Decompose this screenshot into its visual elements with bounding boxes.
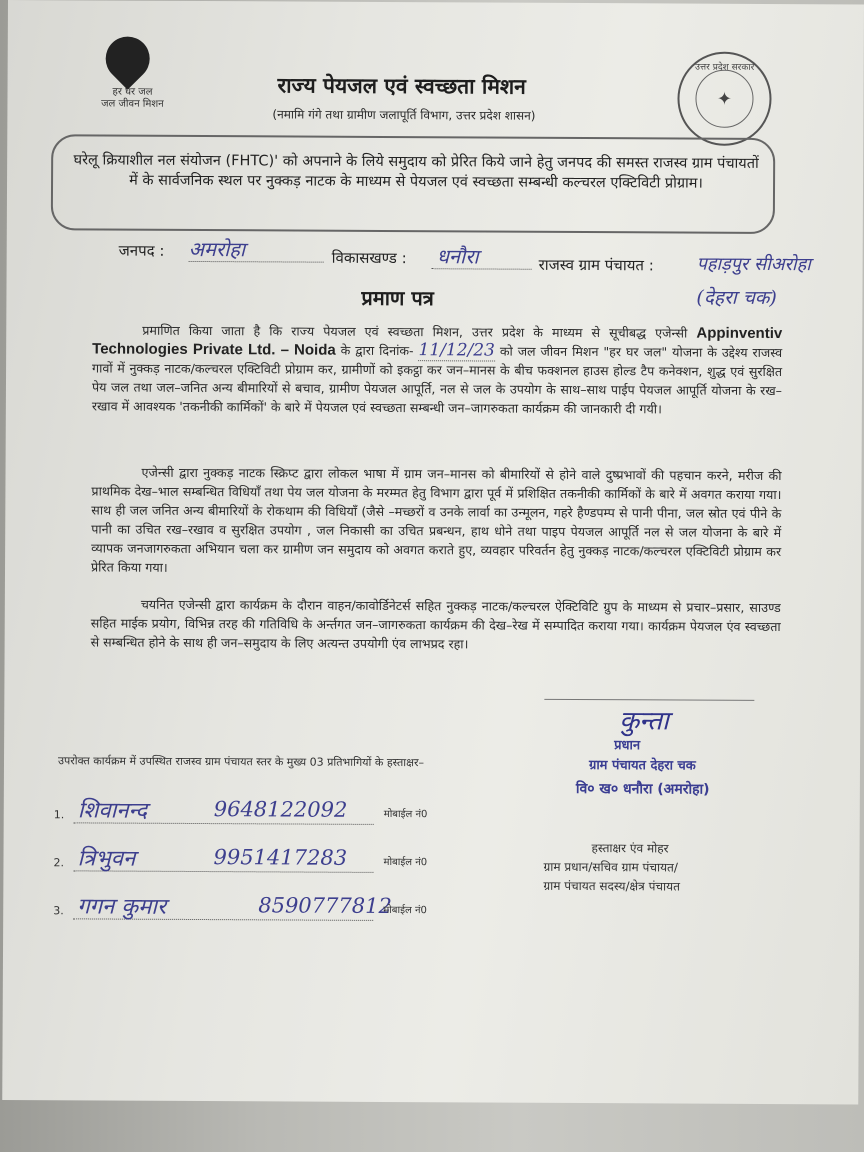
participant-number: 3. [53, 904, 64, 918]
pradhan-signature: कुन्ता [619, 706, 669, 737]
water-drop-icon [97, 28, 159, 90]
mission-title: राज्य पेयजल एवं स्वच्छता मिशन [277, 73, 526, 99]
seal-text: उत्तर प्रदेश सरकार [694, 62, 755, 73]
up-government-seal [677, 52, 771, 146]
panchayat-value-line2: (देहरा चक) [696, 286, 777, 310]
district-line [189, 261, 324, 263]
paragraph-3-text: चयनित एजेन्सी द्वारा कार्यक्रम के दौरान वाहन/कावोर्डिनेटर्स सहित नुक्कड़ नाटक/कल्चरल ऐक्टिविटि ग्रुप के माध्यम से प्रचार–प्रसार, साउण्ड सहित माईक प्रयोग, विभिन्न तरह की गतिविधि के अर्न्तगत जन–जागरुकता कार्यक्रम की देख–रेख में सम्पादित कराया गया। कार्यक्रम पेयजल एंव स्वच्छता से सम्बन्धित होने के साथ ही जन–समुदाय के लिए अत्यन्त उपयोगी एंव लाभप्रद रहा। [90, 596, 781, 652]
participant-number: 1. [53, 808, 65, 822]
participant-row [53, 840, 453, 882]
panchayat-value-line1: पहाड़पुर सीअरोहा [696, 253, 811, 276]
certificate-title: प्रमाण पत्र [361, 285, 434, 311]
program-description: घरेलू क्रियाशील नल संयोजन (FHTC)' को अपनाने के लिये समुदाय को प्रेरित किये जाने हेतु जनपद की समस्त राजस्व ग्राम पंचायतों में के सार्वजनिक स्थल पर नुक्कड़ नाटक के माध्यम से पेयजल एवं स्वच्छता सम्बन्धी कल्चरल एक्टिविटी प्रोग्राम। [73, 152, 759, 192]
signatory-caption-1: हस्ताक्षर एंव मोहर [591, 841, 669, 856]
program-box [51, 134, 775, 234]
mobile-label: मोबाईल नं0 [383, 856, 428, 869]
document-page [2, 0, 864, 1104]
participant-mobile: 9648122092 [213, 797, 348, 822]
mobile-label: मोबाईल नं0 [383, 904, 427, 917]
har-ghar-jal-logo [85, 30, 175, 120]
stamp-line-2: ग्राम पंचायत देहरा चक [588, 758, 696, 774]
panchayat-label: राजस्व ग्राम पंचायत : [538, 255, 654, 275]
district-label: जनपद : [118, 241, 165, 260]
mobile-label: मोबाईल नं0 [383, 808, 428, 821]
participant-row [53, 888, 453, 930]
paragraph-1-date-label: के द्वारा दिनांक- [340, 342, 414, 359]
paragraph-1-intro: प्रमाणित किया जाता है कि राज्य पेयजल एवं स्वच्छता मिशन, उत्तर प्रदेश के माध्यम से सूचीबद्ध एजेन्सी [142, 322, 688, 341]
block-label: विकासखण्ड : [331, 248, 407, 268]
participant-name: त्रिभुवन [77, 846, 136, 872]
participant-number: 2. [53, 856, 65, 870]
participant-mobile: 8590777812 [258, 893, 392, 919]
block-value: धनौरा [436, 244, 479, 269]
stamp-line-3: वि० ख० धनौरा (अमरोहा) [575, 780, 710, 798]
district-value: अमरोहा [188, 236, 246, 262]
participant-name: शिवानन्द [77, 798, 148, 824]
paragraph-1-body: को जल जीवन मिशन "हर घर जल" योजना के उद्देश्य राजस्व गावों में नुक्कड़ नाटक/कल्चरल एक्टिविटी प्रोग्राम कर, ग्रामीणों को इकट्ठा कर जन–मानस के बीच फक्शनल हाउस होल्ड टैप कनेक्शन, शुद्ध एवं सुरक्षित पेय जल तथा जल–जनित अन्य बीमारियों से बचाव, ग्रामीण पेयजल आपूर्ति, नल से जल के उपयोग के साथ–साथ पाईप पेयजल आपूर्ति योजना के रख–रखाव में आवश्यक 'तकनीकी कार्मिकों' के बारे में पेयजल एवं स्वच्छता सम्बन्धी जन–जागरुकता कार्यक्रम की जानकारी दी गयी। [91, 343, 783, 417]
mission-subtitle: (नमामि गंगे तथा ग्रामीण जलापूर्ति विभाग, उत्तर प्रदेश शासन) [272, 107, 536, 123]
participants-intro: उपरोक्त कार्यक्रम में उपस्थित राजस्व ग्राम पंचायत स्तर के मुख्य 03 प्रतिभागियों के हस्ताक्षर– [57, 754, 425, 770]
participants-list [53, 792, 454, 924]
agency-name: Appinventiv Technologies Private Ltd. – Noida [92, 324, 783, 359]
paragraph-2 [91, 462, 782, 580]
stamp-line-1: प्रधान [614, 738, 641, 754]
participant-name: गगन कुमार [77, 894, 167, 920]
paragraph-1 [92, 320, 782, 419]
emblem-icon: ✦ [695, 70, 753, 128]
paragraph-3 [91, 594, 781, 655]
signatory-caption-2: ग्राम प्रधान/सचिव ग्राम पंचायत/ [543, 859, 678, 875]
logo-text-line2: जल जीवन मिशन [101, 98, 164, 110]
block-line [432, 268, 532, 270]
paragraph-2-text: एजेन्सी द्वारा नुक्कड़ नाटक स्क्रिप्ट द्वारा लोकल भाषा में ग्राम जन–मानस को बीमारियों से होने वाले दुष्प्रभावों की पहचान करने, मरीज की प्राथमिक देख–भाल सम्बन्धित विधियाँ तथा पेय जल योजना के मरम्मत हेतु विभाग द्वारा पूर्व में प्रशिक्षित तकनीकी कार्मिकों के बारे में अवगत कराया गया। साथ ही जल जनित अन्य बीमारियों के रोकथाम की विधियाँ (जैसे –मच्छरों व उनके लार्वा का उन्मूलन, गहरे हैण्डपम्प से पानी पीना, जल स्रोत एवं पीने के पानी का उचित रख–रखाव व सुरक्षित उपयोग , जल निकासी का उचित प्रबन्धन, हाथ धोने तथा पाइप पेयजल आपूर्ति नल से जल योजना के बारे में व्यापक जनजागरुकता अभियान चला कर ग्रामीण जन समुदाय को अवगत कराते हुए, व्यवहार परिवर्तन हेतु नुक्कड़ नाटक/कल्चरल एक्टिविटी प्रोग्राम कर प्रेरित किया गया। [90, 464, 782, 575]
logo-text-line1: हर घर जल [112, 86, 153, 98]
program-date: 11/12/23 [418, 340, 495, 361]
participant-row [54, 792, 454, 834]
participant-mobile: 9951417283 [213, 845, 348, 870]
signatory-caption-3: ग्राम पंचायत सदस्य/क्षेत्र पंचायत [543, 878, 680, 894]
